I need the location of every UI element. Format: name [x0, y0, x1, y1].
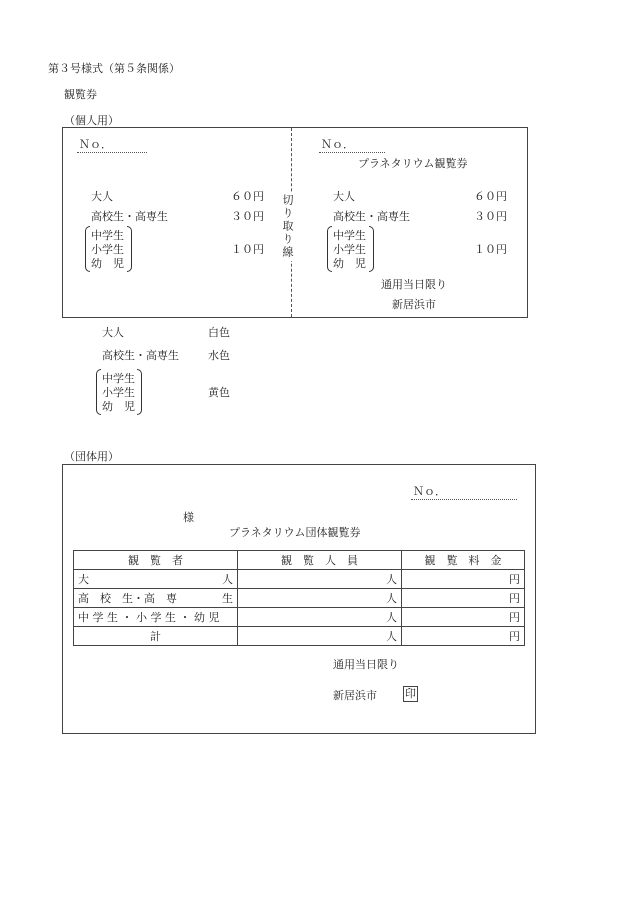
fee-cell: 円 [402, 589, 525, 608]
color-legend-label: 中学生 [102, 372, 135, 385]
stub-row-price: １０円 [231, 243, 264, 256]
ticket-row-price: １０円 [474, 243, 507, 256]
table-row [74, 589, 525, 608]
visitor-cell-total: 計 [74, 627, 238, 646]
visitor-cell-text: 大 [78, 573, 89, 586]
stub-no-label: Ｎｏ． [79, 138, 112, 151]
ticket-row-price: ３０円 [474, 210, 507, 223]
visitor-cell: 中 学 生 ・ 小 学 生 ・ 幼 児 [74, 608, 238, 627]
group-issuer: 新居浜市 [333, 689, 377, 702]
header-count: 観 覧 人 員 [238, 551, 402, 570]
ticket-row-label: 幼 児 [333, 257, 366, 270]
seal-icon [403, 686, 418, 702]
color-legend-value: 白色 [208, 326, 230, 339]
visitor-cell [74, 570, 238, 589]
fee-cell: 円 [402, 608, 525, 627]
color-bracket-left [96, 369, 101, 415]
doc-title: 観覧券 [64, 88, 97, 101]
table-row [74, 627, 525, 646]
ticket-row-label: 小学生 [333, 243, 366, 256]
color-legend-label: 幼 児 [102, 400, 135, 413]
fee-cell: 円 [402, 570, 525, 589]
stub-no-line [77, 152, 147, 153]
visitor-cell [74, 589, 238, 608]
people-cell: 人 [238, 608, 402, 627]
individual-section-label: （個人用） [64, 114, 119, 127]
people-cell: 人 [238, 627, 402, 646]
ticket-validity: 通用当日限り [381, 278, 447, 291]
stub-row-label: 幼 児 [91, 257, 124, 270]
people-cell: 人 [238, 589, 402, 608]
visitor-cell-text-end: 生 [222, 592, 233, 605]
color-legend-value: 水色 [208, 349, 230, 362]
ticket-issuer: 新居浜市 [392, 298, 436, 311]
stub-bracket-right [127, 226, 132, 272]
visitor-cell-text: 高 校 生・高 専 [78, 592, 177, 605]
stub-row-label: 高校生・高専生 [91, 210, 168, 223]
color-legend-label: 小学生 [102, 386, 135, 399]
seal-mark: 印 [405, 687, 416, 700]
table-row [74, 608, 525, 627]
color-bracket-right [137, 369, 142, 415]
header-visitors: 観 覧 者 [74, 551, 238, 570]
stub-row-label: 中学生 [91, 229, 124, 242]
ticket-row-label: 高校生・高専生 [333, 210, 410, 223]
ticket-bracket-right [369, 226, 374, 272]
group-honorific: 様 [183, 511, 194, 524]
visitor-cell-text-end: 人 [222, 573, 233, 586]
ticket-row-price: ６０円 [474, 190, 507, 203]
group-no-line [411, 499, 517, 500]
stub-row-price: ６０円 [231, 190, 264, 203]
ticket-title: プラネタリウム観覧券 [358, 157, 468, 170]
group-section-label: （団体用） [64, 450, 119, 463]
individual-ticket-box [62, 127, 528, 318]
cut-line-label: 切り取り線 [281, 194, 294, 259]
ticket-row-label: 大人 [333, 190, 355, 203]
color-legend-value: 黄色 [208, 386, 230, 399]
stub-bracket-left [85, 226, 90, 272]
ticket-no-line [319, 152, 385, 153]
table-header-row [74, 551, 525, 570]
header-fee: 観 覧 料 金 [402, 551, 525, 570]
stub-row-label: 大人 [91, 190, 113, 203]
group-ticket-box [62, 464, 536, 734]
ticket-row-label: 中学生 [333, 229, 366, 242]
group-validity: 通用当日限り [333, 658, 399, 671]
form-title: 第３号様式（第５条関係） [48, 62, 180, 75]
group-no-label: Ｎｏ． [413, 485, 446, 498]
stub-row-label: 小学生 [91, 243, 124, 256]
color-legend-label: 大人 [102, 326, 124, 339]
stub-row-price: ３０円 [231, 210, 264, 223]
group-fee-table [73, 550, 525, 646]
group-ticket-title: プラネタリウム団体観覧券 [229, 526, 361, 539]
fee-cell: 円 [402, 627, 525, 646]
table-row [74, 570, 525, 589]
ticket-bracket-left [327, 226, 332, 272]
color-legend-label: 高校生・高専生 [102, 349, 179, 362]
ticket-no-label: Ｎｏ． [321, 138, 354, 151]
people-cell: 人 [238, 570, 402, 589]
